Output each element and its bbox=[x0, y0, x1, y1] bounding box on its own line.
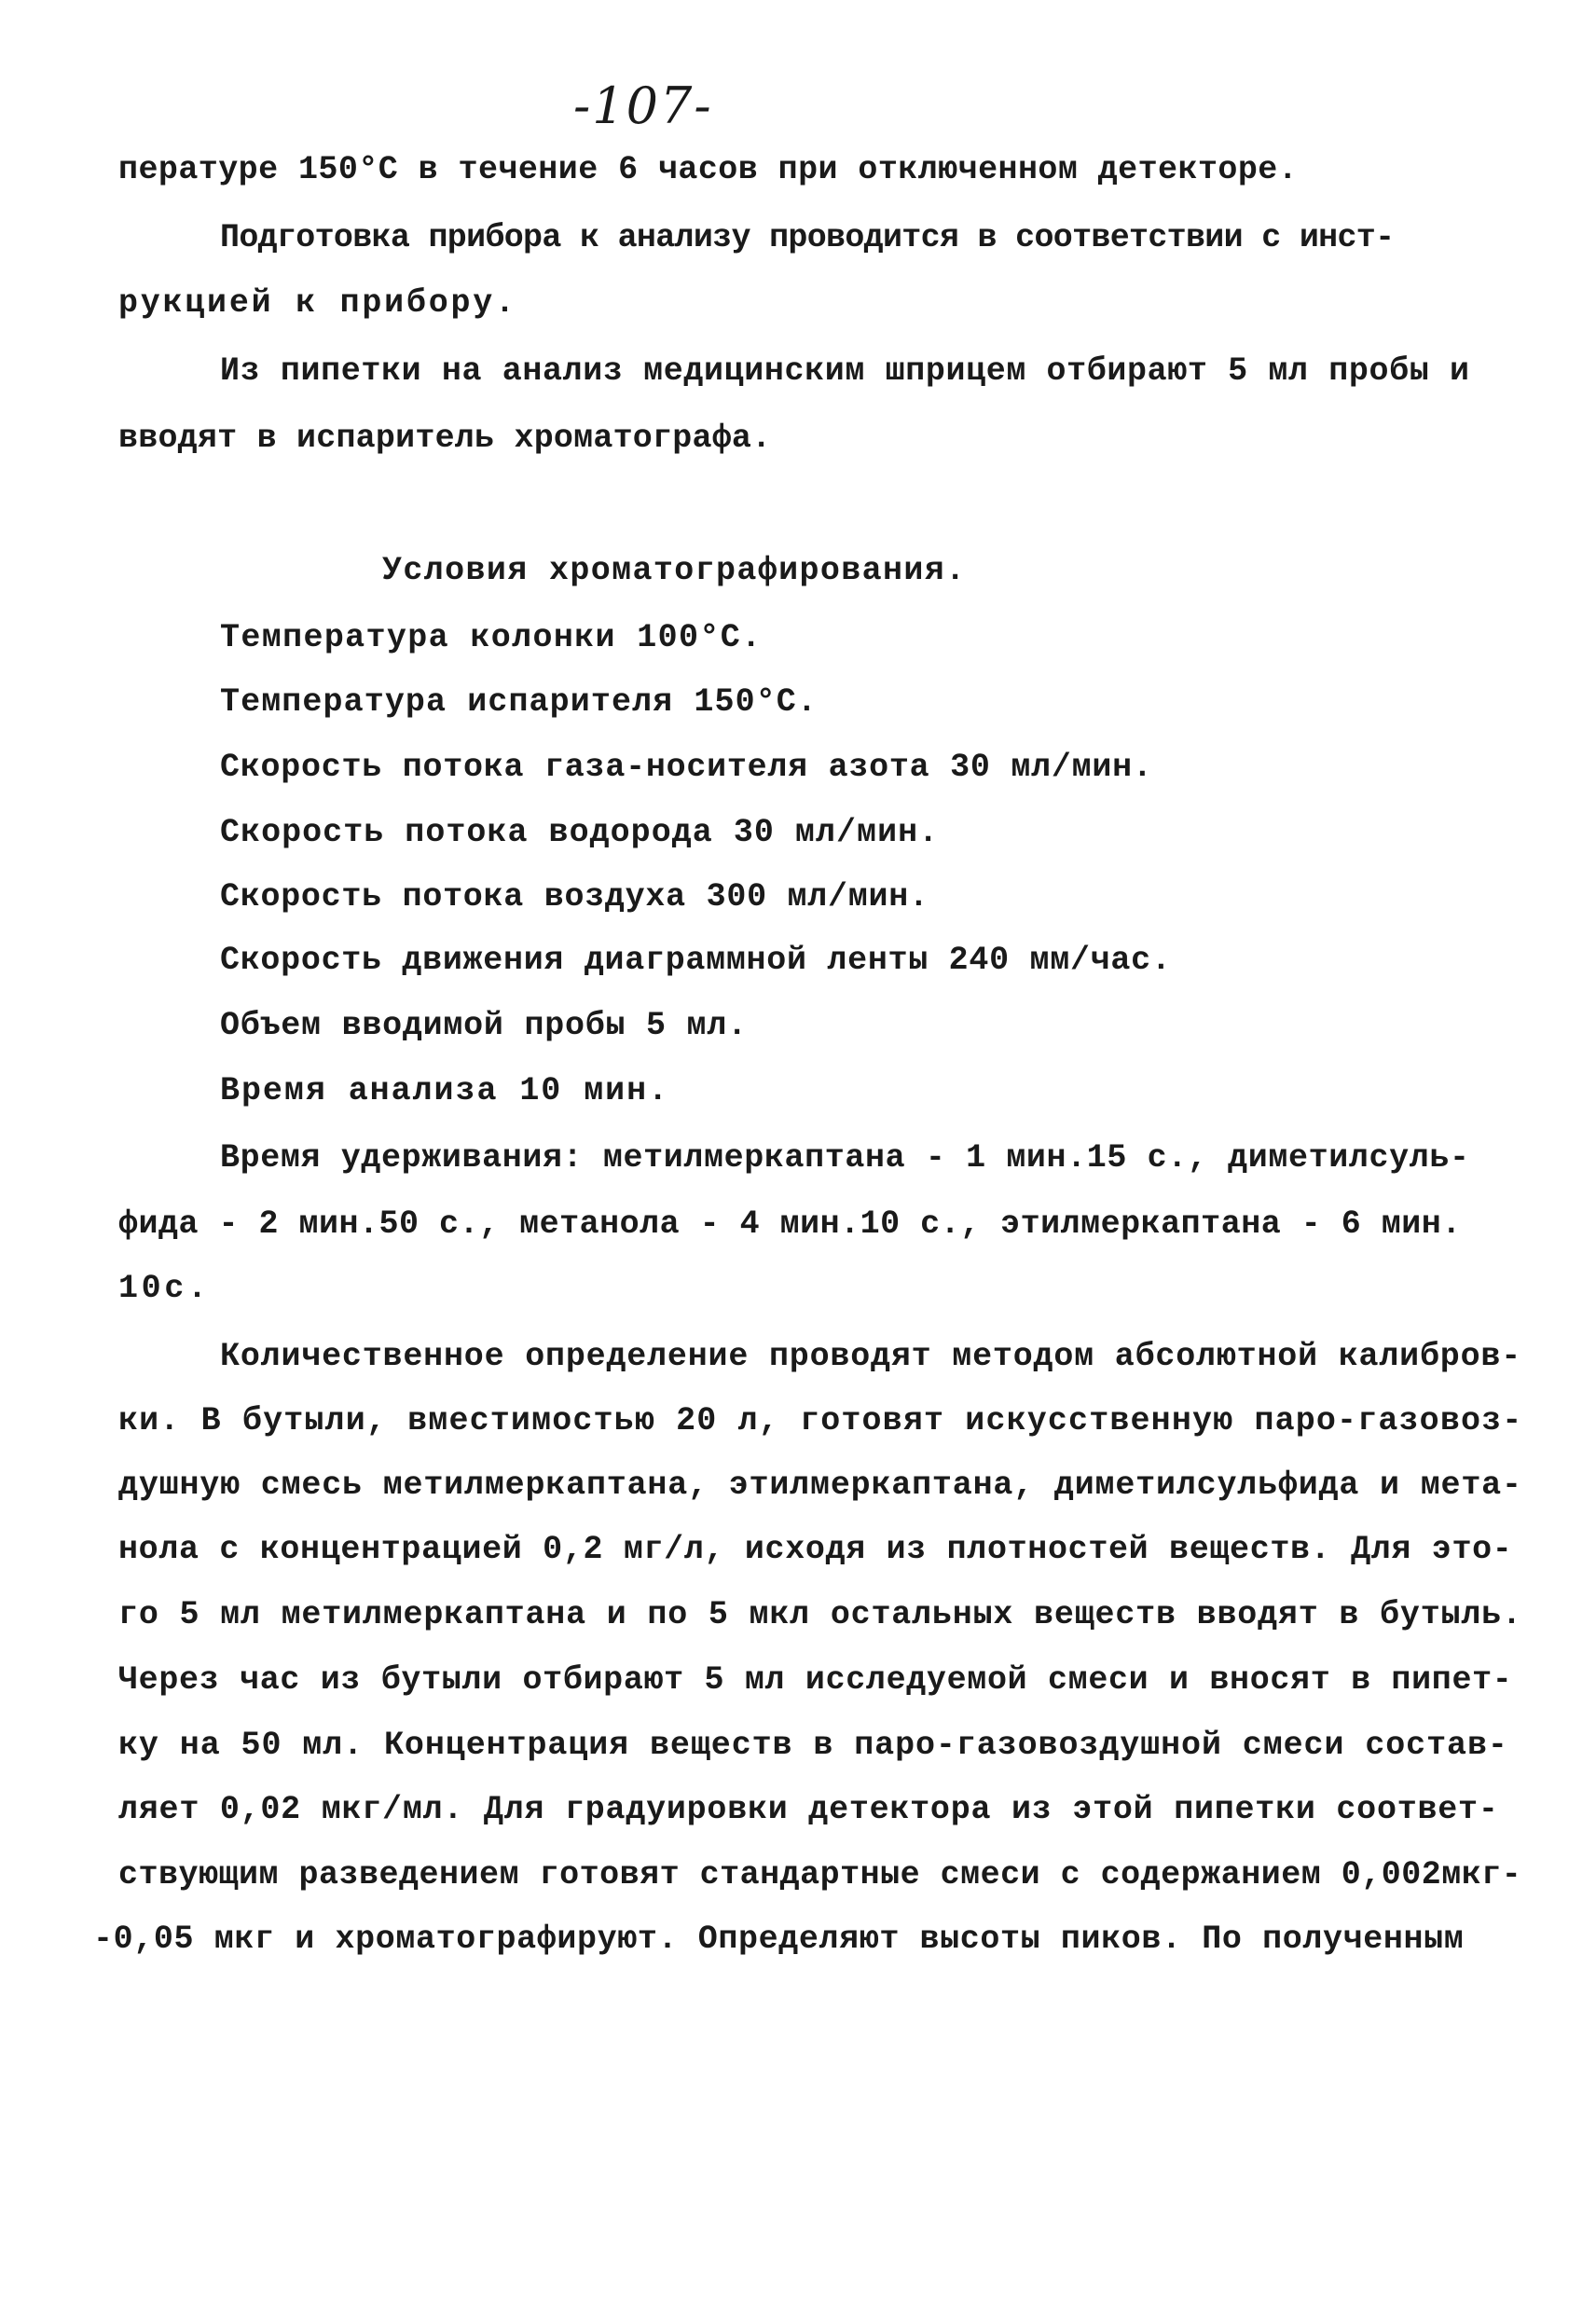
text-line: Из пипетки на анализ медицинским шприцем отбирают 5 мл пробы и bbox=[220, 352, 1470, 390]
text-line: ствующим разведением готовят стандартные смеси с содержанием 0,002мкг- bbox=[118, 1856, 1522, 1893]
text-line: ляет 0,02 мкг/мл. Для градуировки детектора из этой пипетки соответ- bbox=[118, 1791, 1499, 1828]
text-line: ку на 50 мл. Концентрация веществ в паро-газовоздушной смеси состав- bbox=[118, 1727, 1508, 1764]
text-line: Объем вводимой пробы 5 мл. bbox=[220, 1007, 748, 1044]
text-line: Подготовка прибора к анализу проводится в соответствии с инст- bbox=[220, 219, 1395, 256]
text-line: -0,05 мкг и хроматографируют. Определяют высоты пиков. По полученным bbox=[93, 1921, 1465, 1958]
text-line: пературе 150°С в течение 6 часов при отключенном детекторе. bbox=[118, 151, 1299, 188]
text-line: Время анализа 10 мин. bbox=[220, 1072, 670, 1109]
text-line: Время удерживания: метилмеркаптана - 1 мин.15 с., диметилсуль- bbox=[220, 1139, 1470, 1177]
text-line: Скорость потока газа-носителя азота 30 мл/мин. bbox=[220, 749, 1153, 786]
text-line: го 5 мл метилмеркаптана и по 5 мкл остальных веществ вводят в бутыль. bbox=[118, 1596, 1522, 1633]
text-line: нола с концентрацией 0,2 мг/л, исходя из плотностей веществ. Для это- bbox=[118, 1531, 1513, 1568]
text-line: Температура испарителя 150°С. bbox=[220, 683, 818, 721]
page-number: -107- bbox=[573, 76, 713, 135]
text-line: рукцией к прибору. bbox=[118, 284, 517, 322]
text-line: Скорость потока воздуха 300 мл/мин. bbox=[220, 878, 929, 916]
text-line: ки. В бутыли, вместимостью 20 л, готовят искусственную паро-газовоз- bbox=[118, 1402, 1523, 1439]
text-line: вводят в испаритель хроматографа. bbox=[118, 420, 772, 457]
text-line: Температура колонки 100°С. bbox=[220, 619, 763, 656]
section-heading: Условия хроматографирования. bbox=[382, 552, 967, 589]
text-line: фида - 2 мин.50 с., метанола - 4 мин.10 с., этилмеркаптана - 6 мин. bbox=[118, 1205, 1462, 1243]
text-line: душную смесь метилмеркаптана, этилмеркаптана, диметилсульфида и мета- bbox=[118, 1466, 1522, 1504]
text-line: Количественное определение проводят методом абсолютной калибров- bbox=[220, 1338, 1522, 1375]
text-line: 10с. bbox=[118, 1270, 211, 1307]
text-line: Скорость потока водорода 30 мл/мин. bbox=[220, 814, 940, 851]
text-line: Через час из бутыли отбирают 5 мл исследуемой смеси и вносят в пипет- bbox=[118, 1661, 1513, 1699]
text-line: Скорость движения диаграммной ленты 240 мм/час. bbox=[220, 942, 1172, 979]
